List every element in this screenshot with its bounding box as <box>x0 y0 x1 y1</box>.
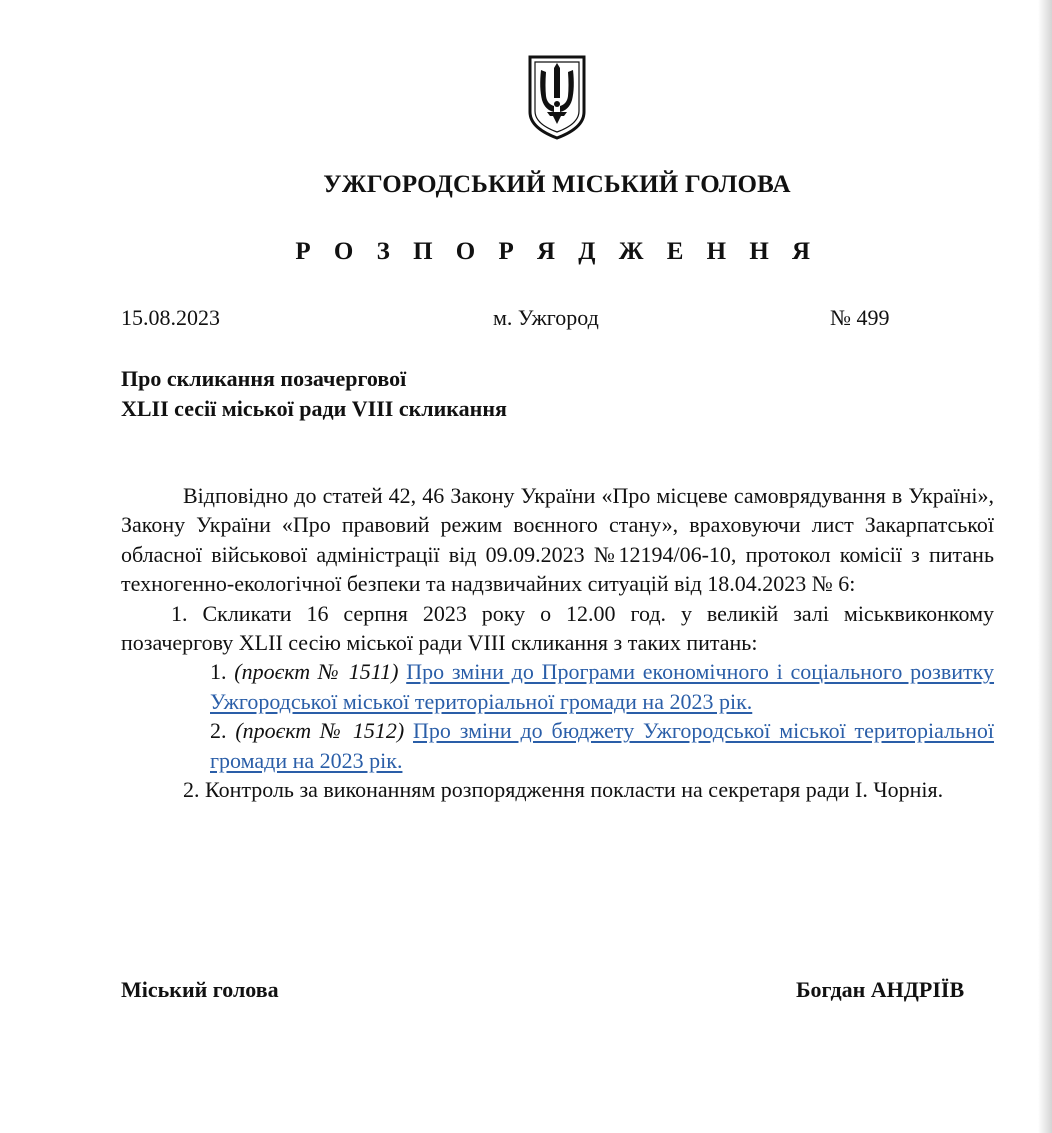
document-number: № 499 <box>830 305 890 330</box>
agenda-project-number: (проєкт № 1512) <box>235 718 405 744</box>
document-date: 15.08.2023 <box>121 305 220 330</box>
signature-name: Богдан АНДРІЇВ <box>796 977 965 1002</box>
agenda-item <box>210 716 994 775</box>
item-number: 2. <box>183 777 200 803</box>
item-number: 1. <box>171 600 188 626</box>
agenda-item-link[interactable]: Про зміни до Програми економічного і соціального розвитку Ужгородської міської територіальної громади на 2023 рік. <box>210 659 995 714</box>
order-item-1 <box>121 599 994 658</box>
order-item-2 <box>121 775 994 804</box>
agenda-item-link[interactable]: Про зміни до бюджету Ужгородської міської територіальної громади на 2023 рік. <box>210 718 994 773</box>
document-city: м. Ужгород <box>493 305 599 330</box>
agenda-item-number: 2. <box>210 718 227 744</box>
document-body <box>121 481 994 804</box>
trident-icon <box>527 54 587 140</box>
agenda-item <box>210 657 994 716</box>
document-subject <box>121 364 507 424</box>
page-title: УЖГОРОДСЬКИЙ МІСЬКИЙ ГОЛОВА <box>323 171 791 198</box>
item-text: Контроль за виконанням розпорядження покласти на секретаря ради І. Чорнія. <box>205 777 944 803</box>
signature-position: Міський голова <box>121 977 279 1002</box>
preamble-paragraph: Відповідно до статей 42, 46 Закону України «Про місцеве самоврядування в Україні», Закону України «Про правовий режим воєнного стану», враховуючи лист Закарпатської обласної військової адміністрації від 09.09.2023 №12194/06-10, протокол комісії з питань техногенно-екологічної безпеки та надзвичайних ситуацій від 18.04.2023 № 6: <box>121 483 994 597</box>
agenda-list <box>210 657 994 775</box>
document-type: Р О З П О Р Я Д Ж Е Н Н Я <box>295 238 819 265</box>
subject-line-2: XLII сесії міської ради VIII скликання <box>121 396 507 421</box>
agenda-project-number: (проєкт № 1511) <box>234 659 399 685</box>
item-text: Скликати 16 серпня 2023 року о 12.00 год. у великій залі міськвиконкому позачергову XLII сесію міської ради VIII скликання з таких питань: <box>121 600 994 656</box>
agenda-item-number: 1. <box>210 659 227 685</box>
page-edge-shadow <box>1038 0 1052 1133</box>
subject-line-1: Про скликання позачергової <box>121 366 407 391</box>
